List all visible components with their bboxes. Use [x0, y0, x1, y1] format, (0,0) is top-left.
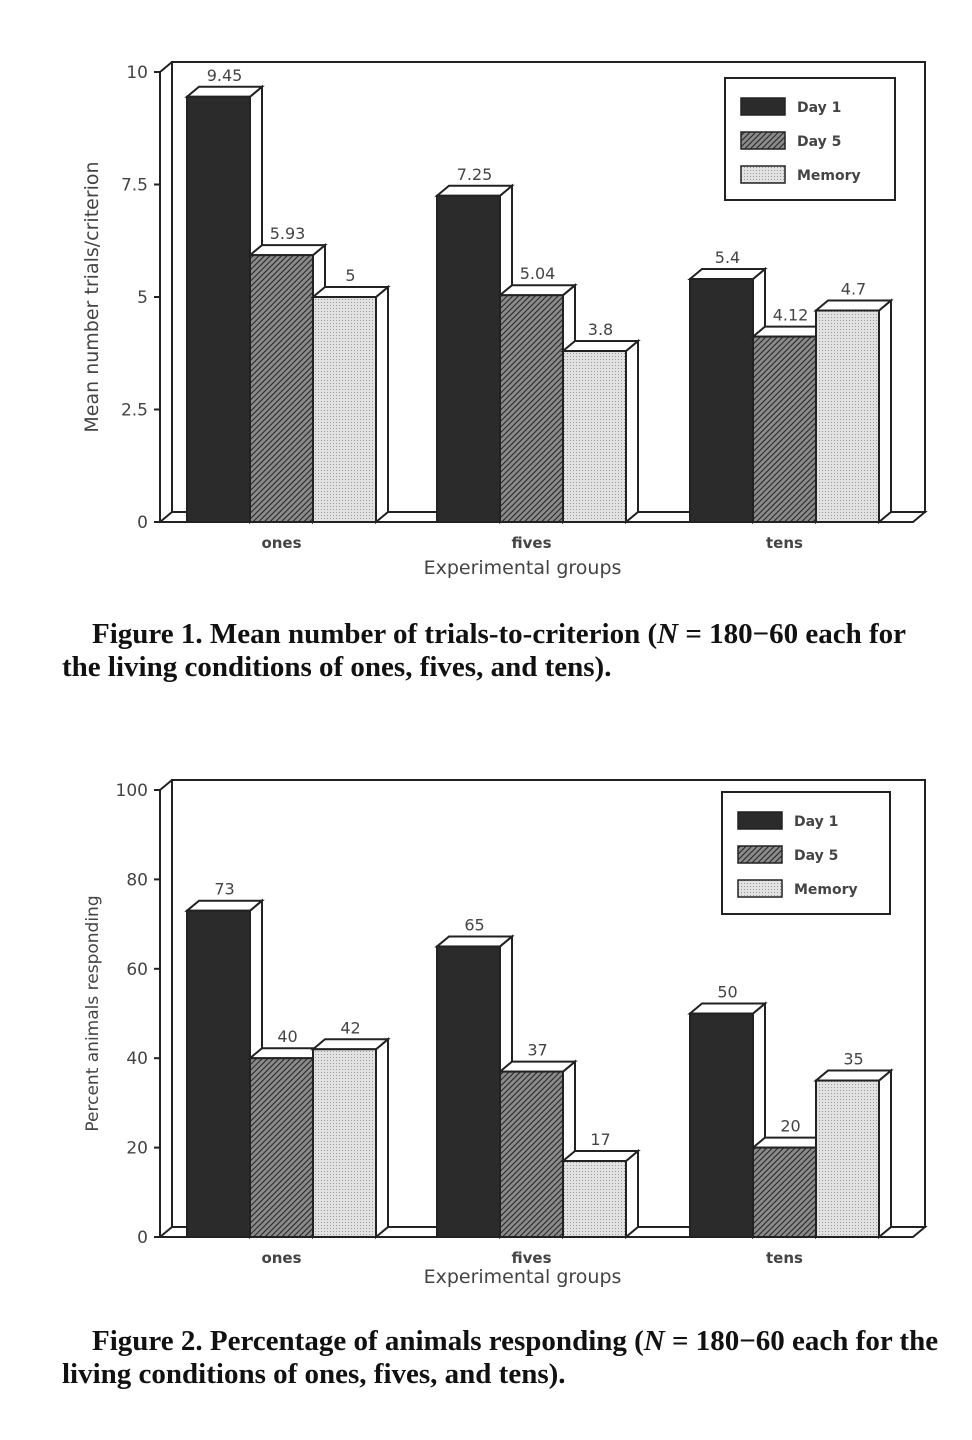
y-axis-label: Percent animals responding — [83, 895, 103, 1132]
bar-front — [500, 295, 563, 522]
figure-2-chart — [0, 760, 972, 1300]
x-axis-label: Experimental groups — [423, 557, 622, 579]
bar-value-label: 65 — [464, 915, 485, 935]
y-tick-label: 0 — [137, 1228, 148, 1248]
figure-1-chart — [0, 50, 972, 590]
y-tick-label: 60 — [126, 959, 148, 980]
bar-top — [187, 87, 262, 97]
bar-front — [437, 196, 500, 522]
bar-ones-memory — [313, 266, 388, 522]
caption-n: N — [657, 618, 679, 650]
bar-top — [437, 186, 512, 196]
y-tick-label: 10 — [126, 63, 148, 83]
bar-value-label: 37 — [527, 1040, 548, 1060]
y-axis-label: Mean number trials/criterion — [81, 161, 103, 433]
figure-2-caption — [62, 1325, 942, 1391]
bar-value-label: 4.7 — [840, 279, 867, 299]
bar-front — [753, 337, 816, 522]
legend-label: Memory — [794, 882, 858, 898]
bar-front — [187, 97, 250, 522]
legend-swatch — [741, 132, 785, 149]
legend-label: Memory — [797, 168, 861, 184]
bar-top — [816, 301, 891, 311]
bar-value-label: 5 — [345, 266, 356, 285]
bar-front — [816, 1081, 879, 1237]
caption-number: Figure 1. — [92, 618, 203, 650]
bar-tens-memory — [816, 280, 891, 523]
bar-front — [313, 1049, 376, 1237]
caption-text-end: = 180−60 each for the living conditions of ones, fives, and tens). — [62, 1325, 939, 1390]
legend-label: Day 5 — [797, 134, 842, 150]
bar-side — [376, 1039, 388, 1237]
bar-front — [690, 1014, 753, 1238]
bar-value-label: 3.8 — [587, 320, 614, 339]
bar-top — [187, 901, 262, 911]
legend — [725, 78, 895, 200]
bar-top — [250, 245, 325, 255]
caption-text: Percentage of animals responding ( — [209, 1325, 644, 1357]
bar-value-label: 5.4 — [714, 248, 741, 267]
bar-value-label: 5.04 — [519, 264, 556, 284]
y-tick-label: 100 — [115, 781, 148, 801]
legend-label: Day 1 — [794, 814, 839, 830]
bar-value-label: 35 — [843, 1049, 864, 1069]
y-tick-label: 20 — [126, 1138, 148, 1159]
bar-ones-memory — [313, 1018, 388, 1237]
x-tick-label: ones — [261, 1249, 302, 1267]
bar-top — [563, 1151, 638, 1161]
bar-front — [437, 946, 500, 1237]
y-tick-label: 2.5 — [120, 400, 148, 421]
legend-label: Day 5 — [794, 848, 839, 864]
figure-1-caption — [62, 618, 942, 684]
bar-value-label: 9.45 — [206, 65, 243, 85]
legend-swatch — [741, 166, 785, 183]
bar-value-label: 7.25 — [456, 164, 493, 184]
legend-swatch — [741, 98, 785, 115]
bar-front — [313, 297, 376, 522]
bar-value-label: 73 — [214, 879, 235, 899]
x-tick-label: tens — [766, 1249, 803, 1267]
y-tick-label: 7.5 — [120, 175, 148, 196]
bar-value-label: 4.12 — [772, 305, 809, 325]
legend-swatch — [738, 880, 782, 897]
bar-tens-memory — [816, 1050, 891, 1237]
bar-top — [690, 269, 765, 279]
y-tick-label: 5 — [137, 288, 148, 308]
legend-swatch — [738, 812, 782, 829]
y-tick-label: 80 — [126, 870, 148, 891]
x-tick-label: ones — [261, 534, 302, 552]
bar-top — [690, 1004, 765, 1014]
bar-front — [250, 1058, 313, 1237]
bar-top — [313, 287, 388, 297]
x-tick-label: fives — [511, 534, 552, 552]
caption-text-end: = 180−60 each for the living conditions of ones, fives, and tens). — [62, 618, 906, 683]
x-axis-label: Experimental groups — [423, 1266, 622, 1288]
bar-top — [500, 285, 575, 295]
bar-side — [626, 1151, 638, 1237]
bar-front — [816, 311, 879, 523]
legend-label: Day 1 — [797, 100, 842, 116]
bar-side — [626, 341, 638, 522]
x-tick-label: fives — [511, 1249, 552, 1267]
bar-top — [563, 341, 638, 351]
bar-top — [437, 936, 512, 946]
bar-front — [563, 1161, 626, 1237]
bar-top — [500, 1062, 575, 1072]
bar-side — [376, 287, 388, 522]
y-tick-label: 40 — [126, 1049, 148, 1070]
caption-text: Mean number of trials-to-criterion ( — [209, 618, 658, 650]
bar-front — [753, 1148, 816, 1237]
bar-top — [816, 1071, 891, 1081]
legend-swatch — [738, 846, 782, 863]
bar-value-label: 17 — [590, 1130, 611, 1150]
caption-number: Figure 2. — [92, 1325, 203, 1357]
bar-side — [879, 1071, 891, 1237]
bar-value-label: 20 — [780, 1116, 801, 1136]
bar-front — [563, 351, 626, 522]
caption-n: N — [643, 1325, 665, 1357]
bar-front — [250, 255, 313, 522]
x-tick-label: tens — [766, 534, 803, 552]
bar-fives-memory — [563, 320, 638, 522]
y-tick-label: 0 — [137, 513, 148, 533]
bar-value-label: 5.93 — [269, 224, 306, 244]
bar-front — [690, 279, 753, 522]
bar-top — [313, 1039, 388, 1049]
bar-value-label: 42 — [340, 1018, 361, 1038]
bar-front — [500, 1072, 563, 1237]
bar-value-label: 50 — [717, 982, 738, 1002]
legend — [722, 792, 890, 914]
bar-value-label: 40 — [277, 1027, 298, 1047]
bar-front — [187, 911, 250, 1237]
bar-side — [879, 301, 891, 523]
